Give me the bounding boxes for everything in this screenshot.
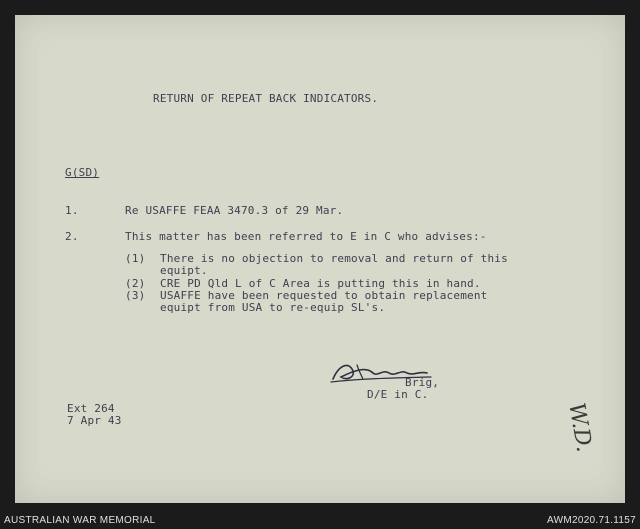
archive-reference: AWM2020.71.1157 [547,515,636,526]
paragraph-text: Re USAFFE FEAA 3470.3 of 29 Mar. [125,204,344,217]
sub-item-number: (1) [125,252,146,265]
sub-item-line: There is no objection to removal and return of this [160,252,508,265]
document-title: RETURN OF REPEAT BACK INDICATORS. [153,92,379,105]
archive-label: AUSTRALIAN WAR MEMORIAL [4,515,156,526]
paragraph-text: This matter has been referred to E in C who advises:- [125,230,487,243]
document-page [15,15,625,503]
sub-item-line: equipt. [160,264,208,277]
paragraph-number: 1. [65,204,79,217]
document-date: 7 Apr 43 [67,414,122,427]
sub-item-number: (2) [125,277,146,290]
paragraph-number: 2. [65,230,79,243]
sub-item-line: equipt from USA to re-equip SL's. [160,301,386,314]
reference-code: G(SD) [65,166,100,179]
sub-item-line: CRE PD Qld L of C Area is putting this in hand. [160,277,481,290]
extension-number: Ext 264 [67,402,115,415]
handwritten-annotation: W.D. [563,400,597,455]
signatory-rank: Brig, [405,376,440,389]
signatory-title: D/E in C. [367,388,429,401]
sub-item-number: (3) [125,289,146,302]
sub-item-line: USAFFE have been requested to obtain replacement [160,289,488,302]
